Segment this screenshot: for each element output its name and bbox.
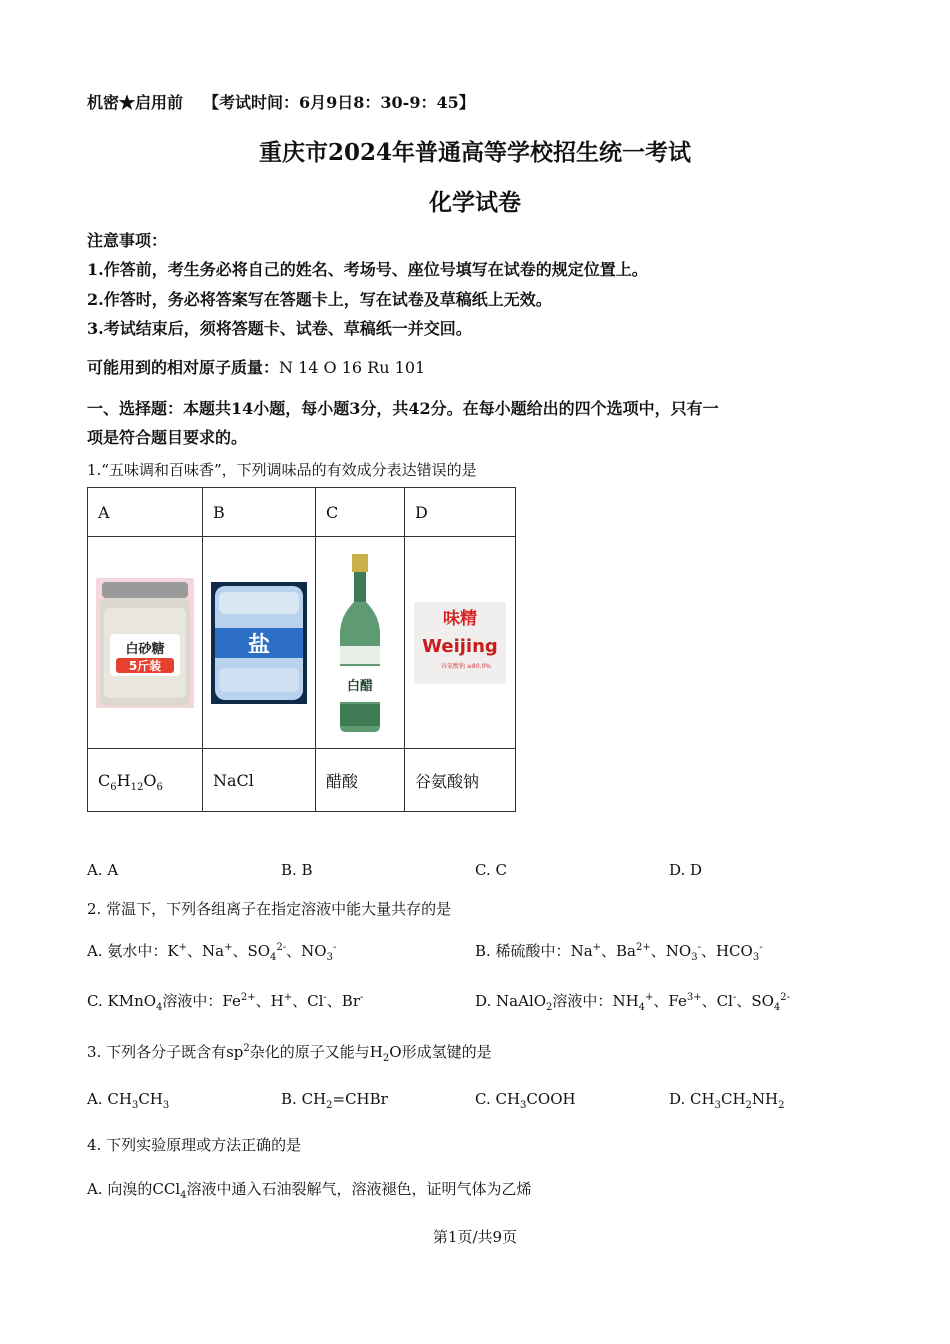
section1-line1: 一、选择题：本题共14小题，每小题3分，共42分。在每小题给出的四个选项中，只有一: [87, 399, 719, 418]
q1-stem: 1.“五味调和百味香”，下列调味品的有效成分表达错误的是: [87, 461, 477, 479]
atomic-mass-line: [87, 355, 425, 378]
q1-image-cell-a: [88, 537, 203, 749]
q3-stem: 3. 下列各分子既含有$sp^2$杂化的原子又能与$H_2O$形成氢键的是: [87, 1043, 492, 1064]
q1-option-a: A. A: [87, 861, 119, 879]
q4-stem: 4. 下列实验原理或方法正确的是: [87, 1136, 302, 1154]
confidential-text: 机密★启用前: [87, 93, 184, 112]
q3-option-d: D. $CH_3CH_2NH_2$: [669, 1090, 785, 1111]
q1-header-d: D: [405, 488, 516, 537]
msg-bag-image: [414, 602, 506, 684]
exam-title: 重庆市2024年普通高等学校招生统一考试: [258, 139, 691, 166]
q1-table: [87, 487, 516, 812]
q1-option-b: B. B: [281, 861, 313, 879]
q1-component-b: NaCl: [203, 749, 316, 812]
q1-component-d: 谷氨酸钠: [405, 749, 516, 812]
q1-image-cell-d: [405, 537, 516, 749]
atomic-mass-values: N 14 O 16 Ru 101: [279, 358, 426, 377]
sugar-jar-image: [96, 578, 194, 708]
page-number: 第1页/共9页: [432, 1228, 518, 1246]
notes-heading: 注意事项：: [87, 231, 168, 250]
q1-header-a: A: [88, 488, 203, 537]
salt-label-text: 盐: [247, 632, 271, 658]
q1-component-a: $C_6H_{12}O_6$: [88, 749, 203, 812]
q3-option-a: A. $CH_3CH_3$: [87, 1090, 170, 1111]
sugar-label-text: 白砂糖: [125, 641, 165, 657]
atomic-mass-label: 可能用到的相对原子质量：: [87, 358, 280, 377]
section1-line2: 项是符合题目要求的。: [87, 428, 248, 447]
q4-option-a: A. 向溴的CCl$_4$溶液中通入石油裂解气，溶液褪色，证明气体为乙烯: [87, 1180, 532, 1201]
q1-component-c: 醋酸: [316, 749, 405, 812]
confidential-mark: [87, 90, 475, 113]
sugar-weight-text: 5斤装: [128, 658, 162, 673]
q1-header-b: B: [203, 488, 316, 537]
salt-bag-image: [211, 582, 307, 704]
q1-option-c: C. C: [475, 861, 507, 879]
note-item-3: 3.考试结束后，须将答题卡、试卷、草稿纸一并交回。: [87, 319, 472, 338]
q3-option-b: B. $CH_2=CHBr$: [281, 1090, 388, 1111]
q2-option-a: A. 氨水中：K+、Na+、$SO_4^{2-}$、$NO_3^-$: [87, 942, 337, 963]
exam-subtitle: 化学试卷: [429, 189, 521, 216]
msg-label-brand: Weijing: [422, 635, 498, 657]
vinegar-label-text: 白醋: [346, 678, 374, 694]
note-item-2: 2.作答时，务必将答案写在答题卡上，写在试卷及草稿纸上无效。: [87, 290, 552, 309]
msg-label-cn: 味精: [443, 608, 477, 629]
q2-stem: 2. 常温下，下列各组离子在指定溶液中能大量共存的是: [87, 900, 452, 918]
q1-header-c: C: [316, 488, 405, 537]
q2-option-c: C. KMnO$_4$溶液中：$Fe^{2+}$、H+、Cl-、Br-: [87, 992, 364, 1013]
q1-option-d: D. D: [669, 861, 703, 879]
q1-image-cell-c: [316, 537, 405, 749]
exam-time: 【考试时间：6月9日8：30-9：45】: [203, 93, 475, 112]
q2-option-d: D. NaAlO$_2$溶液中：$NH_4^+$、$Fe^{3+}$、Cl-、$SO_4^{2-}$: [475, 992, 791, 1013]
q2-option-b: B. 稀硫酸中：Na+、$Ba^{2+}$、$NO_3^-$、$HCO_3^-$: [475, 942, 763, 963]
vinegar-bottle-image: [332, 554, 388, 732]
msg-label-small: 谷氨酸钠 ≥80.0%: [441, 662, 491, 670]
q1-image-cell-b: [203, 537, 316, 749]
q3-option-c: C. $CH_3COOH$: [475, 1090, 576, 1111]
note-item-1: 1.作答前，考生务必将自己的姓名、考场号、座位号填写在试卷的规定位置上。: [87, 260, 648, 279]
